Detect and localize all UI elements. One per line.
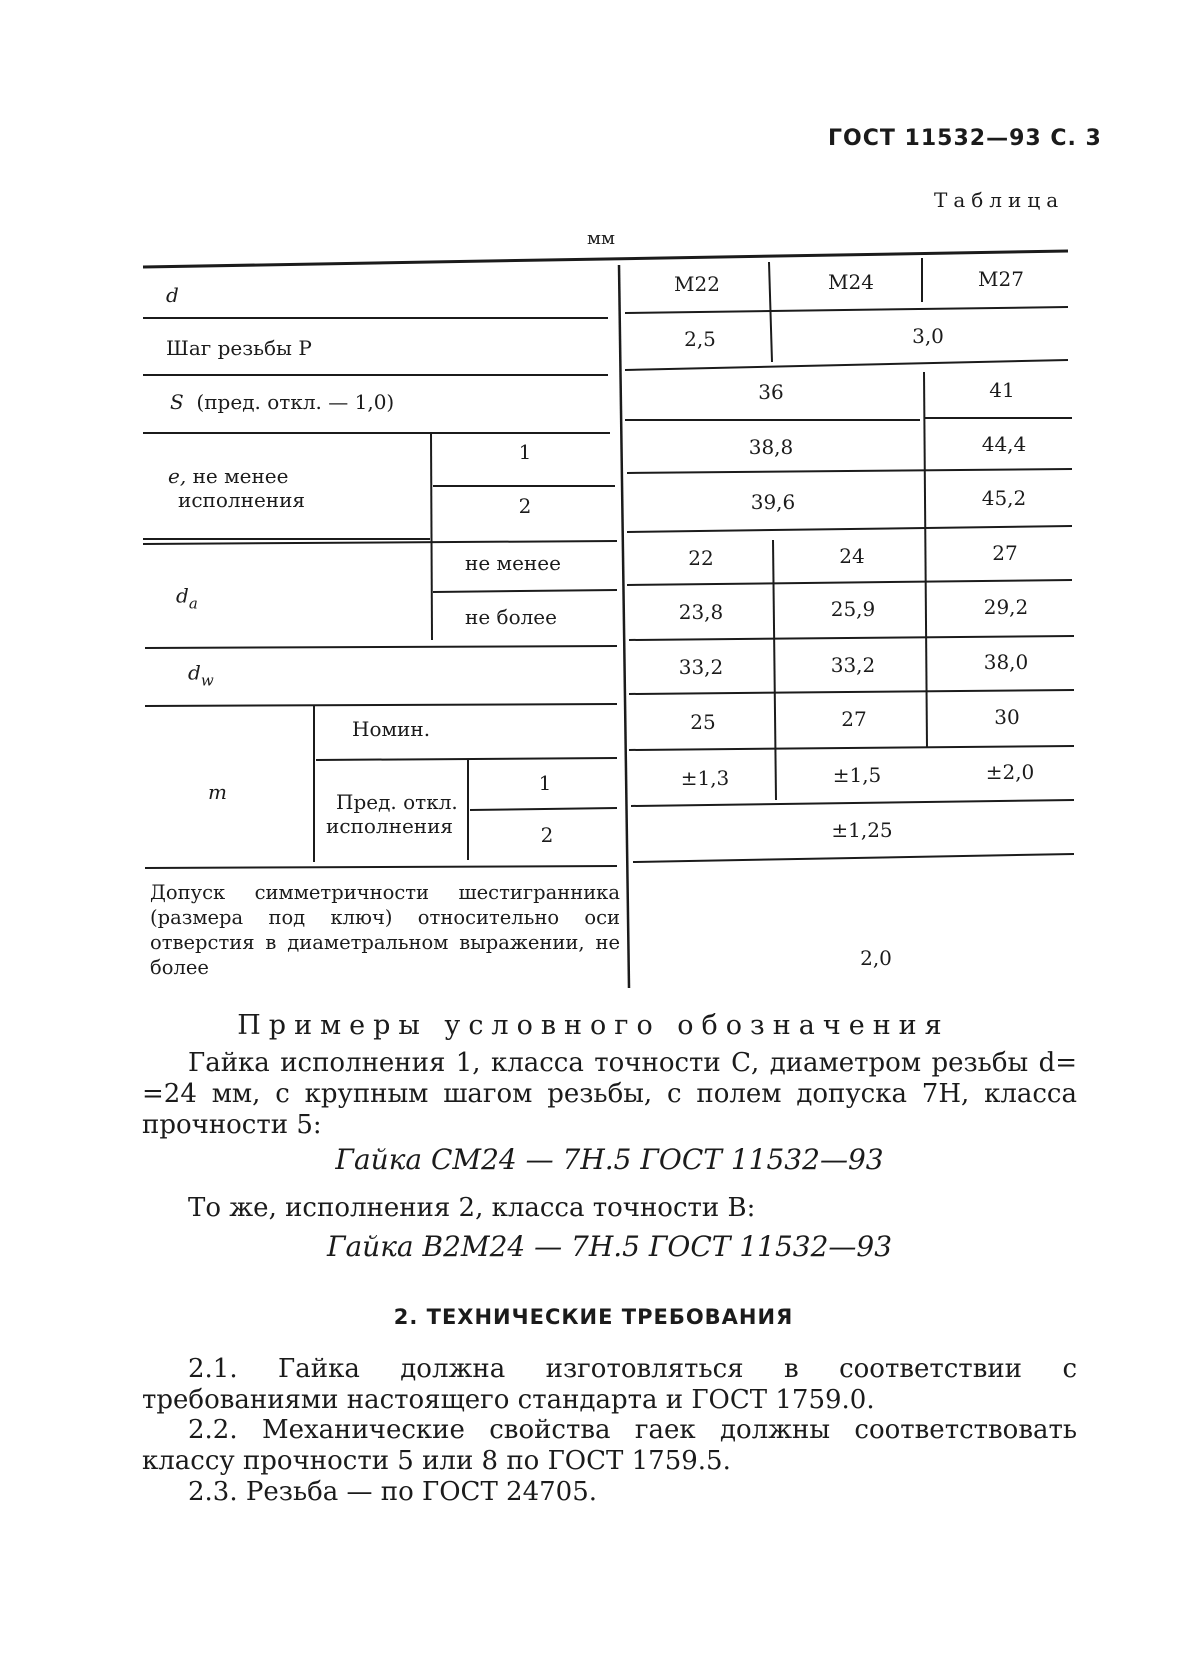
row-da-label xyxy=(176,584,198,613)
row-e-version-label: исполнения xyxy=(178,488,306,512)
clause-2-2: 2.2. Механические свойства гаек должны соответствовать классу прочности 5 или 8 по ГОСТ 1759.5. xyxy=(142,1415,1077,1476)
da-min-m24: 24 xyxy=(839,544,865,568)
da-min-m27: 27 xyxy=(992,541,1018,565)
dw-m24: 33,2 xyxy=(830,653,876,677)
m-tol1-m24: ±1,5 xyxy=(832,763,882,787)
clause-2-3: 2.3. Резьба — по ГОСТ 24705. xyxy=(188,1477,598,1507)
table-label: Таблица xyxy=(934,188,1065,212)
m-nominal-m24: 27 xyxy=(841,707,867,731)
da-max-m27: 29,2 xyxy=(983,595,1029,619)
dw-m22: 33,2 xyxy=(678,655,724,679)
row-e-symbol: e, xyxy=(168,464,187,488)
row-dw-symbol: d xyxy=(188,660,201,685)
m-version-2: 2 xyxy=(540,823,554,847)
e-version-1: 1 xyxy=(518,440,532,464)
d-value-m24: M24 xyxy=(828,270,874,294)
row-s-text: (пред. откл. — 1,0) xyxy=(196,390,395,414)
symmetry-value: 2,0 xyxy=(860,946,892,970)
m-nominal-label: Номин. xyxy=(352,717,431,741)
m-tolerance-label: Пред. откл. xyxy=(336,790,458,814)
m-nominal-m27: 30 xyxy=(994,705,1020,729)
e-version-2: 2 xyxy=(518,494,532,518)
row-d-label: d xyxy=(166,283,179,307)
dw-m27: 38,0 xyxy=(983,650,1029,674)
clause-2-1: 2.1. Гайка должна изготовляться в соответствии с требованиями настоящего стандарта и ГОСТ 1759.0. xyxy=(142,1354,1077,1415)
m-tol1-m22: ±1,3 xyxy=(680,766,730,790)
d-value-m22: M22 xyxy=(674,272,720,296)
example-2-code: Гайка B2M24 — 7H.5 ГОСТ 11532—93 xyxy=(326,1230,893,1263)
pitch-value-m24-m27: 3,0 xyxy=(912,324,944,348)
row-da-subscript: a xyxy=(188,594,198,613)
row-s-symbol: S xyxy=(170,390,184,414)
s-value-m27: 41 xyxy=(989,378,1015,402)
e2-value-m22-m24: 39,6 xyxy=(750,490,796,514)
e1-value-m22-m24: 38,8 xyxy=(748,435,794,459)
m-nominal-m22: 25 xyxy=(690,710,716,734)
example-1-text: Гайка исполнения 1, класса точности С, диаметром резьбы d= =24 мм, с крупным шагом резьбы, с полем допуска 7Н, класса прочности 5: xyxy=(142,1048,1077,1140)
m-tol2-all: ±1,25 xyxy=(831,818,893,842)
da-min-label: не менее xyxy=(465,551,561,575)
da-max-label: не более xyxy=(465,605,557,629)
examples-title: Примеры условного обозначения xyxy=(237,1010,950,1041)
e2-value-m27: 45,2 xyxy=(981,486,1027,510)
e1-value-m27: 44,4 xyxy=(981,432,1027,456)
da-max-m24: 25,9 xyxy=(830,597,876,621)
row-e-label xyxy=(168,464,288,488)
m-version-label: исполнения xyxy=(326,814,454,838)
row-dw-subscript: w xyxy=(200,671,214,690)
row-s-label xyxy=(170,390,394,414)
row-m-label: m xyxy=(208,780,227,804)
example-2-text: То же, исполнения 2, класса точности В: xyxy=(188,1193,756,1223)
example-1-code: Гайка CM24 — 7H.5 ГОСТ 11532—93 xyxy=(335,1143,884,1176)
da-max-m22: 23,8 xyxy=(678,600,724,624)
s-value-m22-m24: 36 xyxy=(758,380,784,404)
section-2-title: 2. ТЕХНИЧЕСКИЕ ТРЕБОВАНИЯ xyxy=(393,1305,794,1329)
m-tol1-m27: ±2,0 xyxy=(985,760,1035,784)
symmetry-label: Допуск симметричности шестигранника (размера под ключ) относительно оси отверстия в диаметральном выражении, не более xyxy=(150,881,620,979)
d-value-m27: M27 xyxy=(978,267,1024,291)
page-header: ГОСТ 11532—93 С. 3 xyxy=(828,126,1102,151)
row-da-symbol: d xyxy=(176,583,189,608)
m-version-1: 1 xyxy=(538,771,552,795)
row-dw-label xyxy=(188,661,214,690)
row-pitch-label: Шаг резьбы P xyxy=(166,336,312,360)
row-e-text: не менее xyxy=(192,464,289,488)
da-min-m22: 22 xyxy=(688,546,714,570)
pitch-value-m22: 2,5 xyxy=(684,327,716,351)
unit-label: мм xyxy=(587,228,616,249)
